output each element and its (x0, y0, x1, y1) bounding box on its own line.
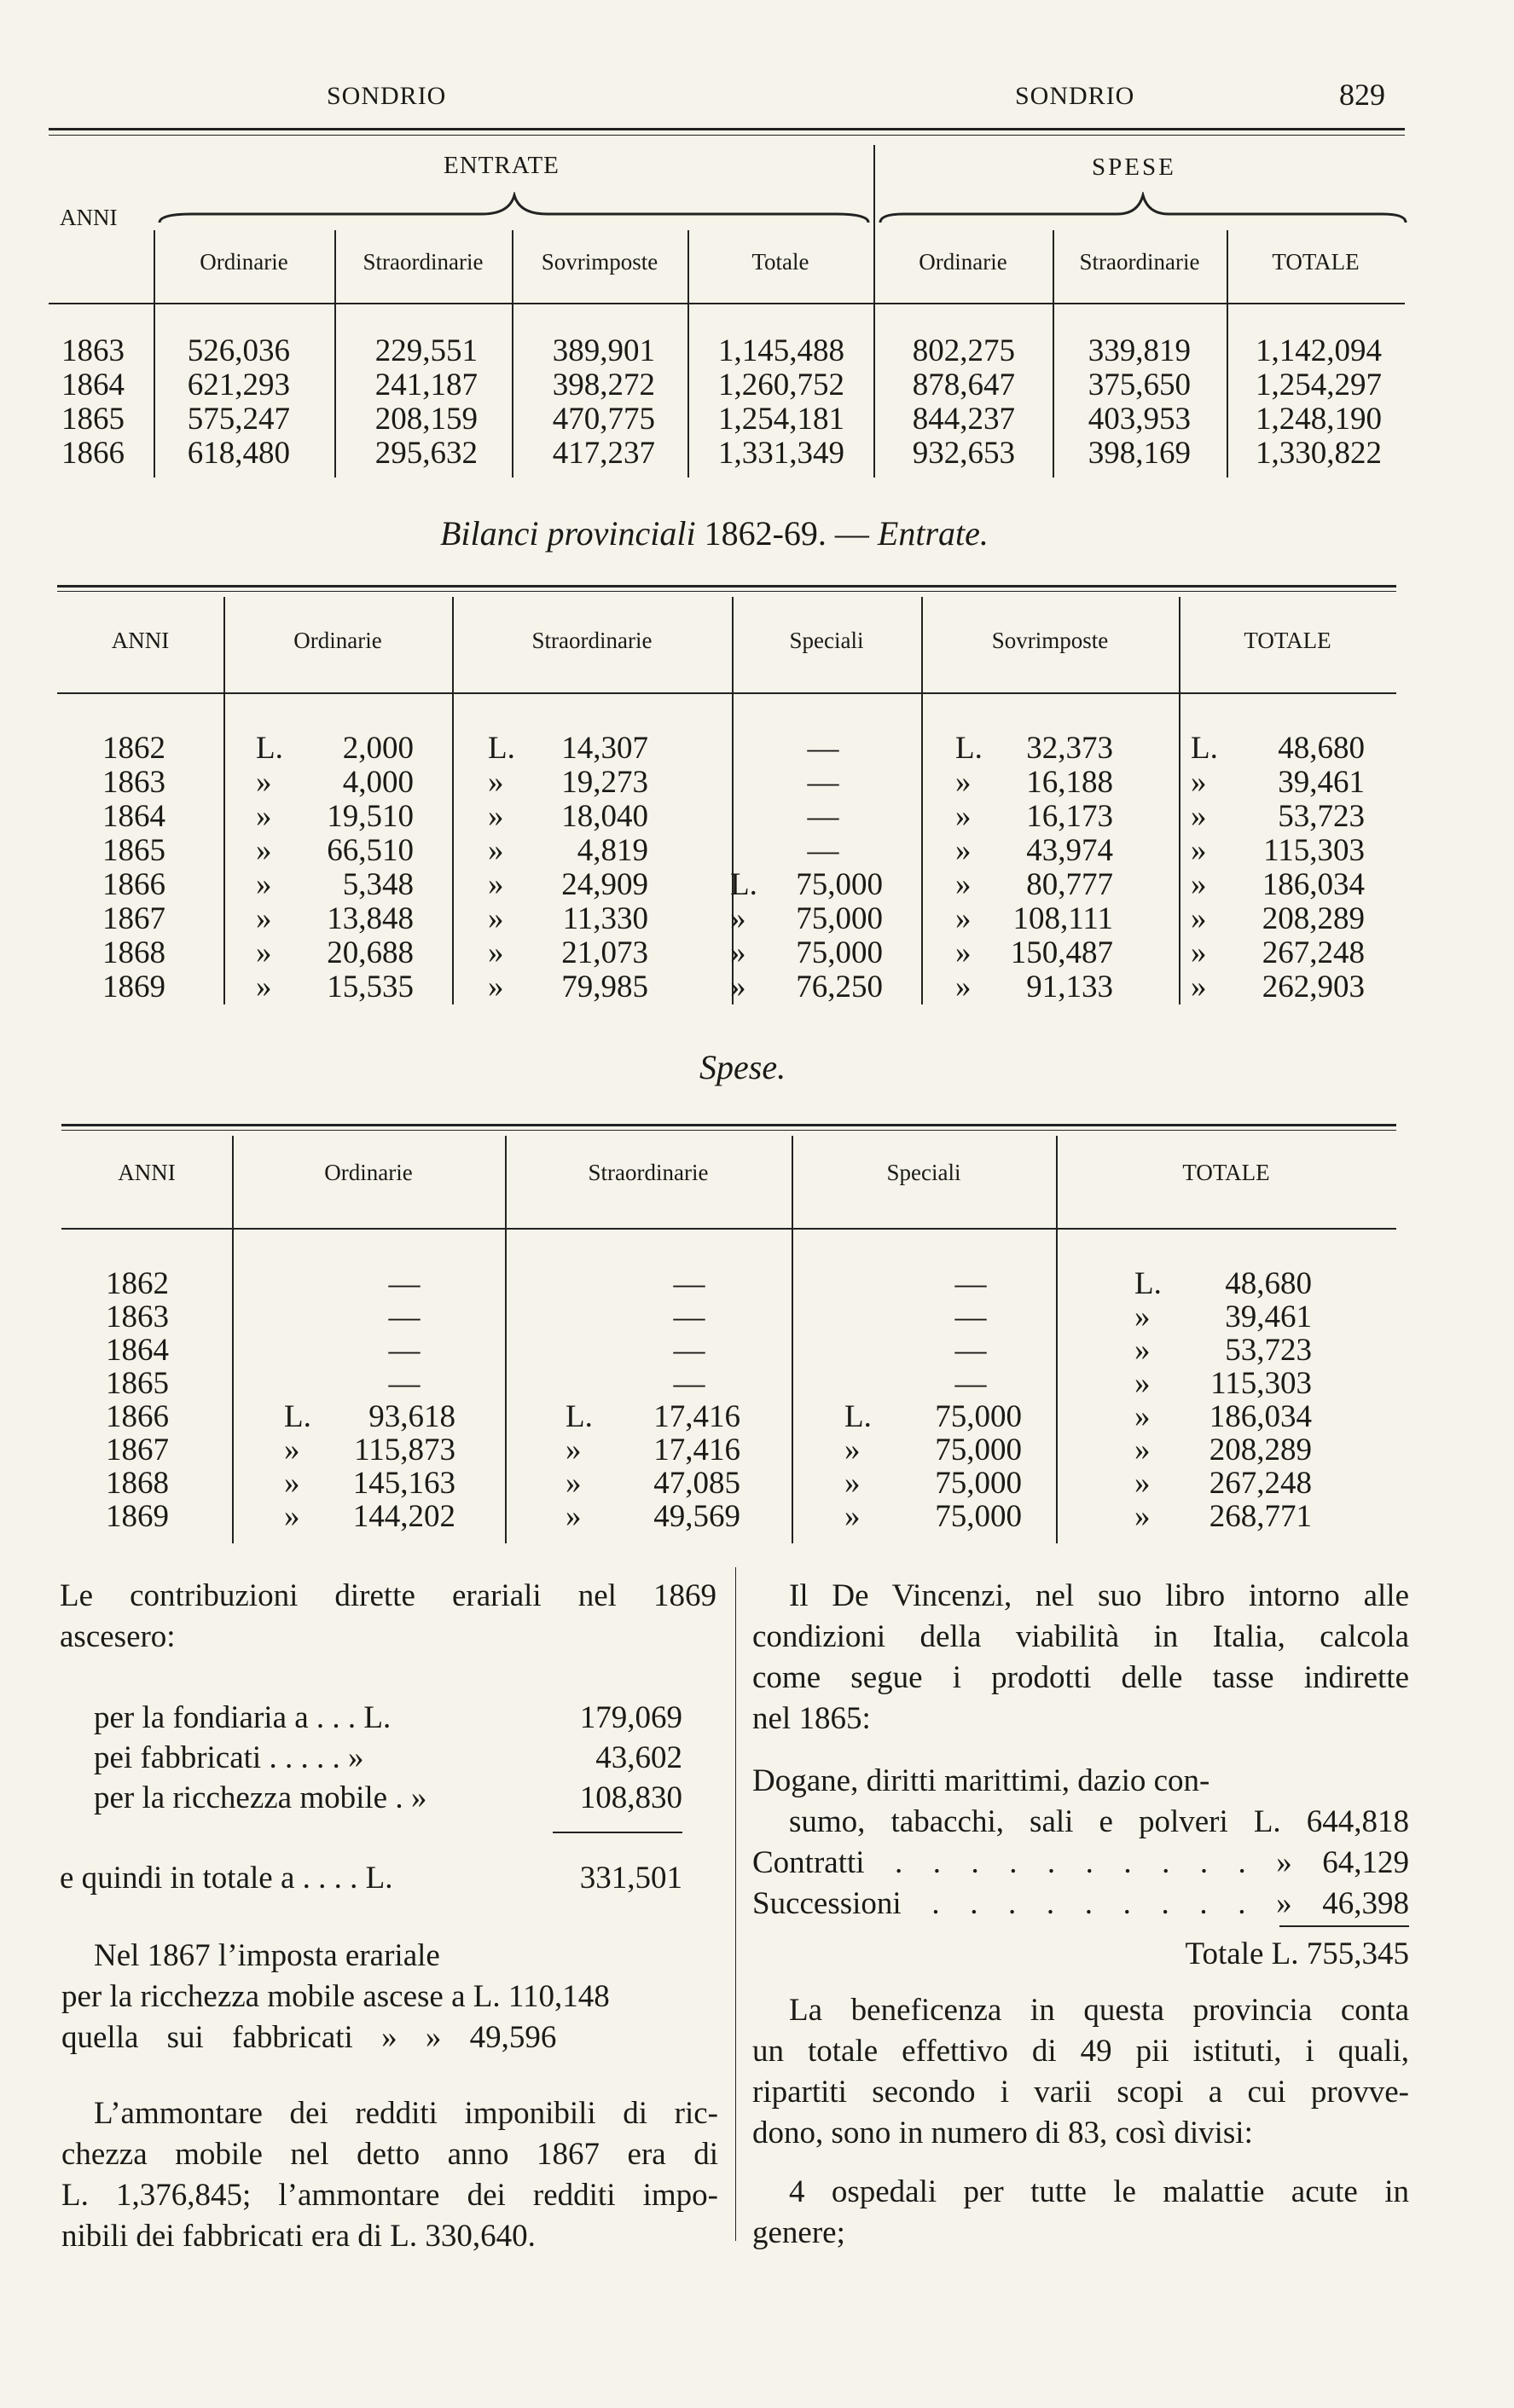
t2-cell-prefix: » (488, 901, 504, 936)
t2-cell: 115,303 (1263, 833, 1365, 868)
t2-cell: 79,985 (561, 970, 648, 1004)
t1-col-spese-ordinarie: Ordinarie (919, 249, 1007, 275)
t1-cell: 470,775 (552, 402, 655, 437)
right-p2-line4: dono, sono in numero di 83, così divisi: (752, 2116, 1253, 2150)
t1-cell: 1,331,349 (718, 436, 844, 471)
t2-cell-prefix: » (488, 799, 504, 834)
spese-header: SPESE (1092, 153, 1176, 181)
t2-cell: 48,680 (1278, 731, 1365, 766)
t2-cell: 5,348 (342, 867, 414, 902)
t3-cell-prefix: » (566, 1466, 582, 1501)
entrate-brace (158, 192, 870, 226)
left-p3-line3: L. 1,376,845; l’ammontare dei redditi impo- (61, 2178, 718, 2213)
t2-cell: 75,000 (796, 867, 883, 902)
t2-row-year: 1862 (102, 731, 165, 766)
right-p3-line1: 4 ospedali per tutte le malattie acute in (789, 2174, 1409, 2209)
t2-cell-prefix: » (955, 765, 972, 800)
t2-row-year: 1866 (102, 867, 165, 902)
t3-cell: 115,303 (1210, 1366, 1312, 1401)
t1-cell: 389,901 (552, 333, 655, 368)
t2-cell: 4,000 (342, 765, 414, 800)
caption-entrate-title: Bilanci provinciali (440, 514, 696, 553)
t1-cell: 1,330,822 (1256, 436, 1382, 471)
t2-cell: 15,535 (327, 970, 414, 1004)
t2-cell: 20,688 (327, 935, 414, 970)
t2-cell-dash: — (807, 799, 839, 834)
t1-cell: 339,819 (1088, 333, 1191, 368)
t3-cell: 17,416 (653, 1399, 740, 1434)
t2-cell: 16,173 (1026, 799, 1113, 834)
contrib-label-3: per la ricchezza mobile . » (94, 1780, 427, 1815)
t3-cell-prefix: » (1134, 1366, 1151, 1401)
caption-spese: Spese. (699, 1048, 786, 1086)
sum-rule (553, 1832, 682, 1833)
t1-col-ordinarie: Ordinarie (200, 249, 288, 275)
t2-cell-prefix: L. (730, 867, 757, 902)
t3-cell: 115,873 (354, 1433, 455, 1467)
contrib-value-1: 179,069 (579, 1700, 682, 1735)
t2-col-ordinarie: Ordinarie (293, 628, 382, 653)
t3-cell-dash: — (388, 1266, 421, 1301)
t2-cell-prefix: » (955, 935, 972, 970)
t3-cell: 48,680 (1225, 1266, 1312, 1301)
t1-cell: 932,653 (912, 436, 1015, 471)
t1-cell: 229,551 (374, 333, 478, 368)
t2-cell-prefix: » (955, 901, 972, 936)
t1-cell: 1,145,488 (718, 333, 844, 368)
t1-cell: 1,254,181 (718, 402, 844, 437)
right-p2-line2: un totale effettivo di 49 pii istituti, i quali, (752, 2034, 1409, 2069)
t2-cell: 75,000 (796, 935, 883, 970)
caption-entrate (440, 513, 989, 553)
left-p2-line1: Nel 1867 l’imposta erariale (94, 1938, 440, 1973)
t2-cell: 18,040 (561, 799, 648, 834)
t2-cell-prefix: » (1191, 867, 1207, 902)
t1-col-spese-totale: TOTALE (1272, 249, 1360, 275)
right-p3-line2: genere; (752, 2215, 845, 2250)
t2-cell: 262,903 (1262, 970, 1365, 1004)
t2-cell-prefix: » (1191, 799, 1207, 834)
t3-cell-prefix: » (844, 1499, 861, 1534)
page-number: 829 (1339, 78, 1385, 112)
t2-cell-prefix: » (488, 833, 504, 868)
right-p1-line1: Il De Vincenzi, nel suo libro intorno alle (789, 1578, 1409, 1613)
t3-cell-prefix: » (1134, 1399, 1151, 1434)
t3-row-year: 1864 (106, 1333, 169, 1368)
contrib-label-2: pei fabbricati . . . . . » (94, 1740, 364, 1775)
t1-row-year: 1866 (61, 436, 125, 471)
t2-cell: 150,487 (1010, 935, 1113, 970)
t1-col-spese-straordinarie: Straordinarie (1079, 249, 1200, 275)
t1-cell: 398,272 (552, 368, 655, 402)
t3-cell-prefix: » (1134, 1433, 1151, 1467)
t3-cell: 53,723 (1225, 1333, 1312, 1368)
t1-cell: 375,650 (1088, 368, 1191, 402)
t2-cell-prefix: » (955, 833, 972, 868)
t2-cell: 108,111 (1012, 901, 1113, 936)
t2-col-straordinarie: Straordinarie (531, 628, 653, 653)
t3-cell-dash: — (954, 1333, 987, 1368)
t2-cell-prefix: » (730, 901, 746, 936)
t1-cell: 1,260,752 (718, 368, 844, 402)
t3-cell-prefix: » (284, 1466, 300, 1501)
t1-cell: 802,275 (912, 333, 1015, 368)
t3-col-straordinarie: Straordinarie (588, 1160, 709, 1185)
t2-cell: 66,510 (327, 833, 414, 868)
t3-row-year: 1867 (106, 1433, 169, 1467)
t2-cell-prefix: » (488, 867, 504, 902)
t3-col-ordinarie: Ordinarie (324, 1160, 413, 1185)
t2-cell-prefix: L. (488, 731, 515, 766)
t2-cell: 267,248 (1262, 935, 1365, 970)
t2-col-anni: ANNI (111, 628, 170, 653)
t1-cell: 618,480 (187, 436, 290, 471)
t3-row-year: 1863 (106, 1300, 169, 1334)
t2-cell: 11,330 (562, 901, 648, 936)
t3-cell-dash: — (388, 1333, 421, 1368)
t3-cell: 208,289 (1209, 1433, 1312, 1467)
running-title-center: SONDRIO (1015, 82, 1135, 110)
t1-col-straordinarie: Straordinarie (363, 249, 484, 275)
t3-cell-prefix: L. (1134, 1266, 1162, 1301)
t2-cell: 21,073 (561, 935, 648, 970)
t3-cell-dash: — (954, 1266, 987, 1301)
t3-cell: 144,202 (352, 1499, 455, 1534)
t1-cell: 241,187 (374, 368, 478, 402)
caption-entrate-dash: — (834, 514, 869, 553)
contratti-line: Contratti . . . . . . . . . . » 64,129 (752, 1845, 1409, 1880)
t1-col-totale: Totale (751, 249, 809, 275)
t2-col-speciali: Speciali (789, 628, 864, 653)
entrate-header: ENTRATE (444, 152, 560, 179)
t3-col-totale: TOTALE (1182, 1160, 1270, 1185)
t1-cell: 295,632 (374, 436, 478, 471)
t2-cell-prefix: » (730, 970, 746, 1004)
t2-col-sovrimposte: Sovrimposte (991, 628, 1109, 653)
t2-row-year: 1864 (102, 799, 165, 834)
t2-col-totale: TOTALE (1244, 628, 1331, 653)
left-p2-line3: quella sui fabbricati » » 49,596 (61, 2020, 557, 2055)
t3-cell: 49,569 (653, 1499, 740, 1534)
t2-cell-prefix: » (488, 970, 504, 1004)
dogane-line2: sumo, tabacchi, sali e polveri L. 644,818 (789, 1804, 1409, 1839)
t2-cell-prefix: » (955, 970, 972, 1004)
contrib-value-3: 108,830 (579, 1780, 682, 1815)
t1-cell: 417,237 (552, 436, 655, 471)
t2-cell: 53,723 (1278, 799, 1365, 834)
t3-cell-dash: — (673, 1333, 705, 1368)
t3-cell: 75,000 (935, 1433, 1022, 1467)
t2-cell: 13,848 (327, 901, 414, 936)
t2-row-year: 1863 (102, 765, 165, 800)
t1-row-year: 1863 (61, 333, 125, 368)
t2-cell-prefix: » (955, 799, 972, 834)
t3-cell-prefix: L. (844, 1399, 872, 1434)
t2-row-year: 1869 (102, 970, 165, 1004)
t3-cell-prefix: » (1134, 1466, 1151, 1501)
t2-cell-prefix: » (256, 901, 272, 936)
t3-cell: 39,461 (1225, 1300, 1312, 1334)
t1-cell: 526,036 (187, 333, 290, 368)
t1-cell: 575,247 (187, 402, 290, 437)
t2-cell-prefix: » (256, 935, 272, 970)
t1-row-year: 1865 (61, 402, 125, 437)
contrib-value-2: 43,602 (595, 1740, 682, 1775)
t2-row-year: 1865 (102, 833, 165, 868)
t2-cell: 14,307 (561, 731, 648, 766)
totale-line: Totale L. 755,345 (1185, 1936, 1409, 1971)
t2-cell-prefix: » (1191, 901, 1207, 936)
t3-cell: 267,248 (1209, 1466, 1312, 1501)
anni-header: ANNI (60, 205, 118, 230)
t1-cell: 1,142,094 (1256, 333, 1382, 368)
t3-cell-dash: — (388, 1300, 421, 1334)
t3-cell-prefix: » (566, 1499, 582, 1534)
t2-cell: 39,461 (1278, 765, 1365, 800)
t2-row-year: 1868 (102, 935, 165, 970)
t2-cell-prefix: » (488, 935, 504, 970)
t1-cell: 1,254,297 (1256, 368, 1382, 402)
t1-cell: 878,647 (912, 368, 1015, 402)
t3-cell-prefix: » (1134, 1333, 1151, 1368)
t2-cell-prefix: » (488, 765, 504, 800)
t1-cell: 398,169 (1088, 436, 1191, 471)
t3-cell: 145,163 (352, 1466, 455, 1501)
t3-cell-dash: — (673, 1366, 705, 1401)
t2-cell: 4,819 (577, 833, 648, 868)
right-p1-line2: condizioni della viabilità in Italia, calcola (752, 1619, 1409, 1654)
contrib-total-label: e quindi in totale a . . . . L. (60, 1861, 393, 1896)
t2-cell-dash: — (807, 765, 839, 800)
t2-cell: 19,273 (561, 765, 648, 800)
t3-row-year: 1862 (106, 1266, 169, 1301)
left-p3-line4: nibili dei fabbricati era di L. 330,640. (61, 2219, 536, 2254)
column-divider (735, 1567, 736, 2241)
t1-cell: 621,293 (187, 368, 290, 402)
t2-cell-prefix: » (730, 935, 746, 970)
t2-cell: 208,289 (1262, 901, 1365, 936)
t3-cell-prefix: » (844, 1466, 861, 1501)
right-p1-line4: nel 1865: (752, 1701, 871, 1736)
t2-row-year: 1867 (102, 901, 165, 936)
t3-cell: 75,000 (935, 1466, 1022, 1501)
t3-cell-prefix: » (1134, 1300, 1151, 1334)
t3-cell: 75,000 (935, 1499, 1022, 1534)
t1-cell: 208,159 (374, 402, 478, 437)
t3-cell: 186,034 (1209, 1399, 1312, 1434)
t3-cell-dash: — (954, 1300, 987, 1334)
t2-cell-prefix: » (256, 799, 272, 834)
t2-cell-prefix: » (1191, 935, 1207, 970)
t3-cell: 17,416 (653, 1433, 740, 1467)
t2-cell: 76,250 (796, 970, 883, 1004)
t3-row-year: 1869 (106, 1499, 169, 1534)
t3-cell-dash: — (954, 1366, 987, 1401)
t2-cell: 2,000 (342, 731, 414, 766)
t3-cell-dash: — (388, 1366, 421, 1401)
t1-row-year: 1864 (61, 368, 125, 402)
t2-cell: 43,974 (1026, 833, 1113, 868)
t3-cell-prefix: » (566, 1433, 582, 1467)
t3-col-speciali: Speciali (886, 1160, 961, 1185)
contrib-label-1: per la fondiaria a . . . L. (94, 1700, 392, 1735)
t3-cell-prefix: » (284, 1499, 300, 1534)
t2-cell-prefix: » (256, 867, 272, 902)
t3-cell: 93,618 (368, 1399, 455, 1434)
t3-cell: 75,000 (935, 1399, 1022, 1434)
t2-cell: 186,034 (1262, 867, 1365, 902)
t3-col-anni: ANNI (118, 1160, 176, 1185)
t1-cell: 844,237 (912, 402, 1015, 437)
t2-cell-prefix: » (1191, 970, 1207, 1004)
t2-cell-prefix: L. (955, 731, 983, 766)
right-p1-line3: come segue i prodotti delle tasse indirette (752, 1660, 1409, 1695)
t3-cell-prefix: L. (284, 1399, 311, 1434)
t3-cell-prefix: » (844, 1433, 861, 1467)
t3-cell-prefix: L. (566, 1399, 593, 1434)
t2-cell-prefix: L. (256, 731, 283, 766)
t2-cell: 32,373 (1026, 731, 1113, 766)
t2-cell-dash: — (807, 833, 839, 868)
t1-cell: 403,953 (1088, 402, 1191, 437)
caption-entrate-years: 1862-69. (704, 514, 827, 553)
t2-cell: 19,510 (327, 799, 414, 834)
left-intro-line2: ascesero: (60, 1619, 176, 1654)
t1-cell: 1,248,190 (1256, 402, 1382, 437)
t2-cell-prefix: » (1191, 765, 1207, 800)
spese-brace (879, 192, 1407, 226)
t2-cell-prefix: » (955, 867, 972, 902)
t2-cell: 91,133 (1026, 970, 1113, 1004)
t3-cell-dash: — (673, 1266, 705, 1301)
successioni-line: Successioni . . . . . . . . . » 46,398 (752, 1886, 1409, 1921)
t2-cell-dash: — (807, 731, 839, 766)
left-p3-line2: chezza mobile nel detto anno 1867 era di (61, 2137, 718, 2172)
t3-cell-dash: — (673, 1300, 705, 1334)
t3-cell-prefix: » (1134, 1499, 1151, 1534)
dogane-line1: Dogane, diritti marittimi, dazio con- (752, 1763, 1210, 1798)
totale-rule (1279, 1925, 1409, 1927)
t3-row-year: 1865 (106, 1366, 169, 1401)
running-title-left: SONDRIO (327, 82, 447, 110)
t2-cell: 24,909 (561, 867, 648, 902)
t3-cell: 268,771 (1209, 1499, 1312, 1534)
left-intro-line1: Le contribuzioni dirette erariali nel 1869 (60, 1578, 716, 1613)
right-p2-line1: La beneficenza in questa provincia conta (789, 1993, 1409, 2028)
t3-row-year: 1866 (106, 1399, 169, 1434)
t2-cell: 80,777 (1026, 867, 1113, 902)
left-p3-line1: L’ammontare dei redditi imponibili di ric- (94, 2096, 718, 2131)
t3-cell: 47,085 (653, 1466, 740, 1501)
t2-cell-prefix: » (256, 970, 272, 1004)
t2-cell-prefix: » (256, 833, 272, 868)
caption-entrate-label: Entrate. (877, 514, 989, 553)
t2-cell-prefix: L. (1191, 731, 1218, 766)
contrib-total-value: 331,501 (579, 1861, 682, 1896)
left-p2-line2: per la ricchezza mobile ascese a L. 110,148 (61, 1979, 610, 2014)
t2-cell-prefix: » (1191, 833, 1207, 868)
t2-cell: 16,188 (1026, 765, 1113, 800)
t1-col-sovrimposte: Sovrimposte (541, 249, 658, 275)
right-p2-line3: ripartiti secondo i varii scopi a cui provve- (752, 2075, 1409, 2110)
t2-cell-prefix: » (256, 765, 272, 800)
t2-cell: 75,000 (796, 901, 883, 936)
t3-cell-prefix: » (284, 1433, 300, 1467)
t3-row-year: 1868 (106, 1466, 169, 1501)
